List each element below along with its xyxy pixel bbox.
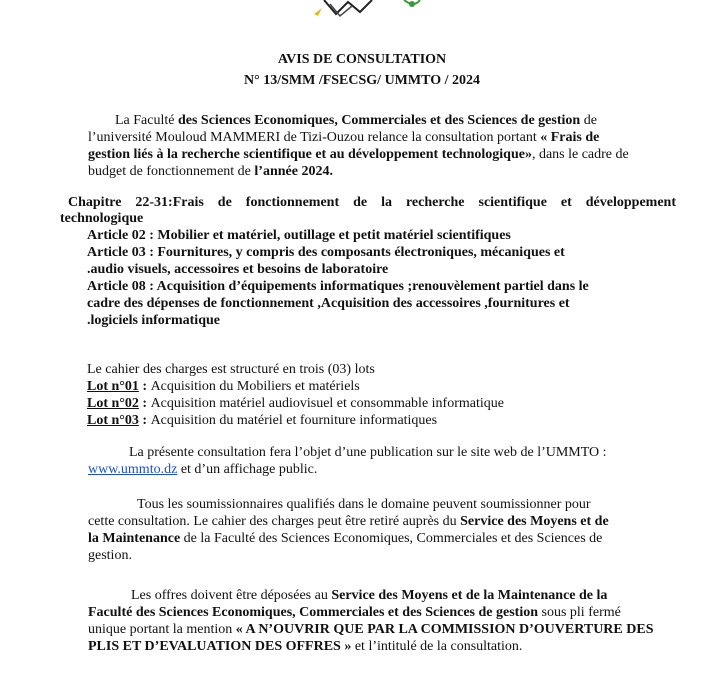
- publication-line-2: www.ummto.dz et d’un affichage public.: [88, 462, 318, 477]
- lots-intro: Le cahier des charges est structuré en trois (03) lots: [87, 362, 375, 377]
- bidders-line-4: gestion.: [88, 548, 132, 563]
- chapter-heading-cont: technologique: [60, 211, 144, 226]
- intro-line-1: La Faculté des Sciences Economiques, Commerciales et des Sciences de gestion de: [115, 113, 597, 128]
- article-08-cont-2: .logiciels informatique: [87, 313, 220, 328]
- lot-item: Lot n°03 : Acquisition du matériel et fourniture informatiques: [87, 413, 438, 428]
- offers-line-1: Les offres doivent être déposées au Service des Moyens et de la Maintenance de la: [131, 588, 608, 603]
- article-03: Article 03 : Fournitures, y compris des composants électroniques, mécaniques et: [87, 245, 565, 260]
- bidders-line-1: Tous les soumissionnaires qualifiés dans le domaine peuvent soumissionner pour: [137, 497, 591, 512]
- intro-line-3: gestion liés à la recherche scientifique et au développement technologique», dans le cadre de: [88, 147, 629, 162]
- notice-number: N° 13/SMM /FSECSG/ UMMTO / 2024: [244, 73, 480, 88]
- intro-line-2: l’université Mouloud MAMMERI de Tizi-Ouzou relance la consultation portant « Frais de: [88, 130, 600, 145]
- offers-line-3: unique portant la mention « A N’OUVRIR QUE PAR LA COMMISSION D’OUVERTURE DES: [88, 622, 654, 637]
- offers-line-2: Faculté des Sciences Economiques, Commerciales et des Sciences de gestion sous pli fermé: [88, 605, 621, 620]
- bidders-line-3: la Maintenance de la Faculté des Sciences Economiques, Commerciales et des Sciences de: [88, 531, 603, 546]
- bidders-line-2: cette consultation. Le cahier des charges peut être retiré auprès du Service des Moyens et de: [88, 514, 609, 529]
- intro-line-4: budget de fonctionnement de l’année 2024.: [88, 164, 333, 179]
- publication-line-1: La présente consultation fera l’objet d’une publication sur le site web de l’UMMTO :: [129, 445, 607, 460]
- article-03-cont: .audio visuels, accessoires et besoins de laboratoire: [87, 262, 389, 277]
- article-08-cont: cadre des dépenses de fonctionnement ,Acquisition des accessoires ,fournitures et: [87, 296, 570, 311]
- lot-item: Lot n°01 : Acquisition du Mobiliers et matériels: [87, 379, 360, 394]
- website-link[interactable]: www.ummto.dz: [88, 462, 178, 477]
- lot-item: Lot n°02 : Acquisition matériel audiovisuel et consommable informatique: [87, 396, 504, 411]
- notice-title: AVIS DE CONSULTATION: [277, 52, 447, 67]
- offers-line-4: PLIS ET D’EVALUATION DES OFFRES » et l’intitulé de la consultation.: [88, 639, 523, 654]
- article-08: Article 08 : Acquisition d’équipements informatiques ;renouvèlement partiel dans le: [87, 279, 589, 294]
- chapter-heading: Chapitre 22-31:Frais de fonctionnement de la recherche scientifique et développement: [68, 195, 676, 210]
- article-02: Article 02 : Mobilier et matériel, outillage et petit matériel scientifiques: [87, 228, 511, 243]
- university-logo: [0, 0, 724, 20]
